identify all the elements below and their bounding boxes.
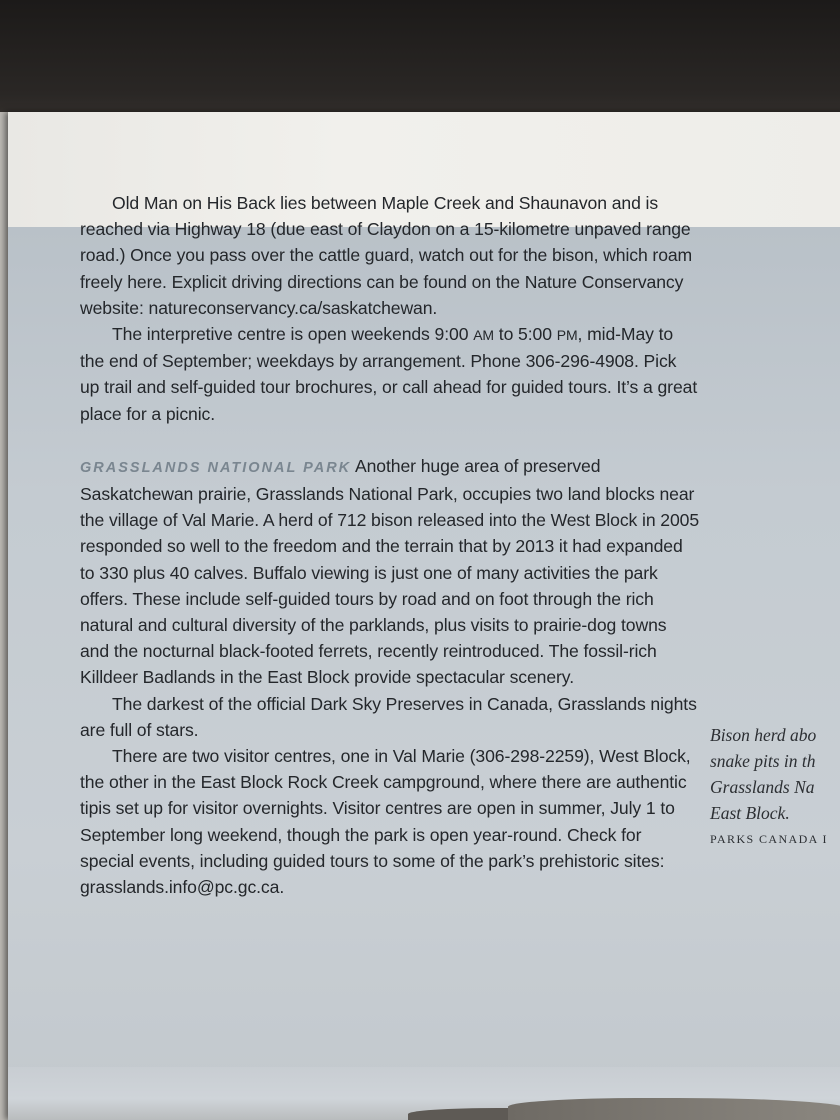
photo-credit: PARKS CANADA I <box>710 832 828 846</box>
caption-line: Grasslands Na <box>710 777 815 797</box>
am-label: AM <box>473 327 494 344</box>
centre-text: , mid-May to the end of September; weekdays by arrangement. Phone 306-296-4908. Pick up trail and self-guided tour brochures, or call ahead for guided tours. It’s a great place for a picnic. <box>80 324 698 424</box>
rock-shape <box>508 1098 840 1120</box>
caption-line: snake pits in th <box>710 751 816 771</box>
photo-caption <box>710 722 840 826</box>
paragraph-visitor-centres: There are two visitor centres, one in Val Marie (306-298-2259), West Block, the other in the East Block Rock Creek campground, where there are authentic tipis set up for visitor overnights. Visitor centres are open in summer, July 1 to September long weekend, though the park is open year-round. Check for special events, including guided tours to some of the park’s prehistoric sites: grasslands.info@pc.gc.ca. <box>80 746 691 898</box>
centre-text: The interpretive centre is open weekends 9:00 <box>112 324 469 345</box>
paragraph-dark-sky: The darkest of the official Dark Sky Preserves in Canada, Grasslands nights are full of stars. <box>80 693 697 740</box>
section-heading: GRASSLANDS NATIONAL PARK <box>80 459 352 476</box>
photo-strip <box>8 1067 840 1120</box>
paragraph-old-man: Old Man on His Back lies between Maple Creek and Shaunavon and is reached via Highway 18 (due east of Claydon on a 15-kilometre unpaved range road.) Once you pass over the cattle guard, watch out for the bison, which roam freely here. Explicit driving directions can be found on the Nature Conservancy website: natureconservancy.ca/saskatchewan. <box>80 193 693 318</box>
text-column <box>80 190 700 900</box>
caption-line: East Block. <box>710 803 790 823</box>
spacer <box>80 427 700 453</box>
grasslands-text: Another huge area of preserved Saskatchewan prairie, Grasslands National Park, occupies two land blocks near the village of Val Marie. A herd of 712 bison released into the West Block in 2005 responded so well to the freedom and the terrain that by 2013 it had expanded to 330 plus 40 calves. Buffalo viewing is just one of many activities the park offers. These include self-guided tours by road and on foot through the rich natural and cultural diversity of the parklands, plus visits to prairie-dog towns and the nocturnal black-footed ferrets, recently reintroduced. The fossil-rich Killdeer Badlands in the East Block provide spectacular scenery. <box>80 455 700 688</box>
background-dark-surface <box>0 0 840 118</box>
paragraph-grasslands <box>80 453 700 691</box>
centre-text: to 5:00 <box>498 324 552 345</box>
paragraph-interpretive-centre <box>80 321 700 427</box>
caption-line: Bison herd abo <box>710 725 817 745</box>
pm-label: PM <box>556 327 578 344</box>
